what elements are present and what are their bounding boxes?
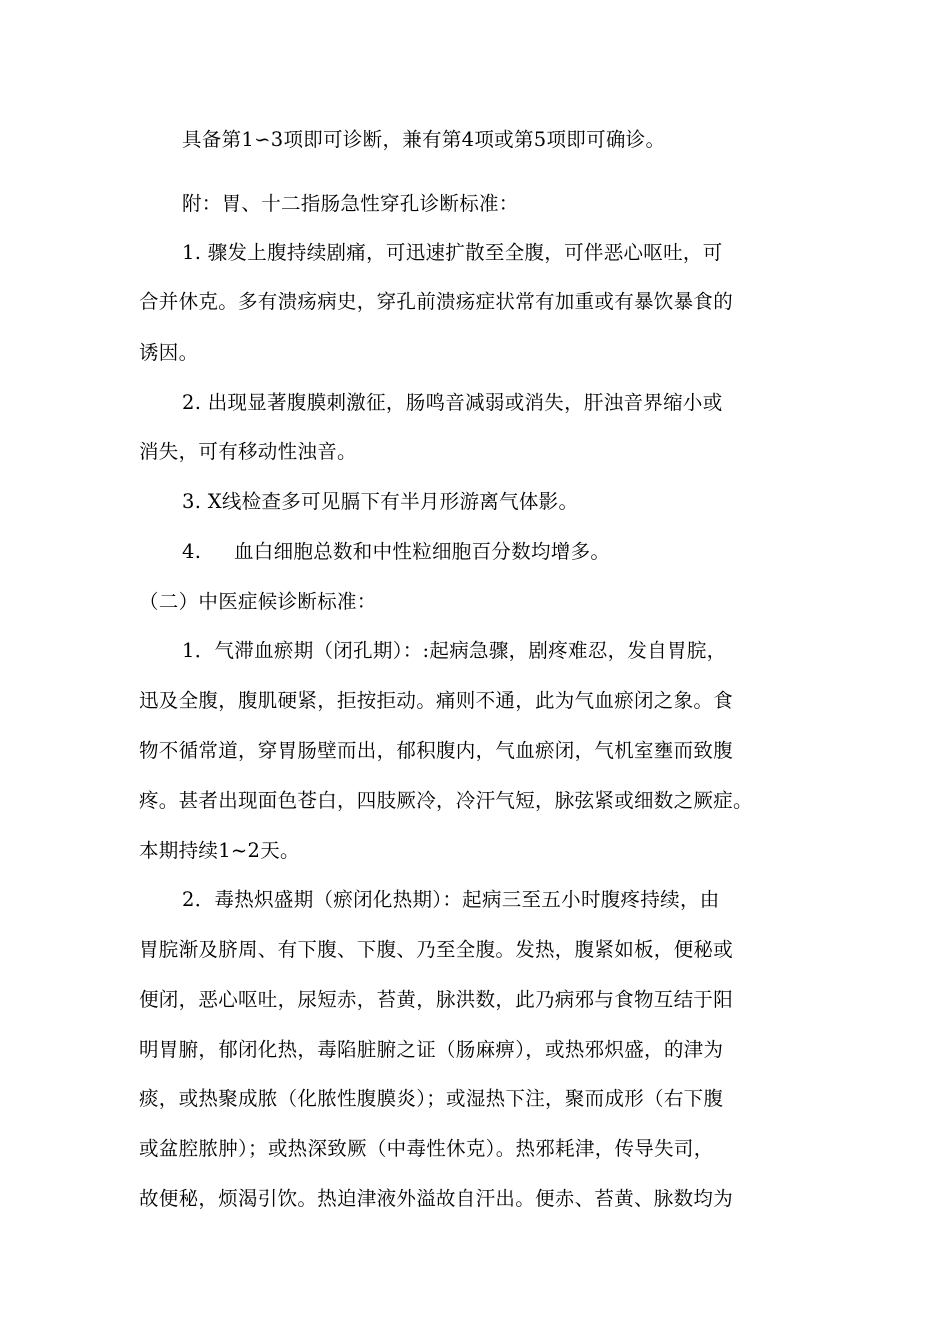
text-line: 便闭，恶心呕吐，尿短赤，苔黄，脉洪数，此乃病邪与食物互结于阳 — [139, 988, 734, 1011]
text-line: 诱因。 — [139, 341, 199, 364]
text-line: 附：胃、十二指肠急性穿孔诊断标准： — [182, 192, 519, 215]
text-line: 胃脘渐及脐周、有下腹、下腹、乃至全腹。发热，腹紧如板，便秘或 — [139, 938, 734, 961]
text-line: 合并休克。多有溃疡病史，穿孔前溃疡症状常有加重或有暴饮暴食的 — [139, 290, 734, 313]
text-line: 具备第1∽3项即可诊断，兼有第4项或第5项即可确诊。 — [182, 128, 666, 151]
text-line: 明胃腑，郁闭化热，毒陷脏腑之证（肠麻痹），或热邪炽盛，的津为 — [139, 1038, 724, 1061]
text-line: 物不循常道，穿胃肠壁而出，郁积腹内，气血瘀闭，气机室壅而致腹 — [139, 739, 734, 762]
text-line: 2. 出现显著腹膜刺激征，肠鸣音减弱或消失，肝浊音界缩小或 — [182, 391, 723, 414]
text-line: 痰，或热聚成脓（化脓性腹膜炎）；或湿热下注，聚而成形（右下腹 — [139, 1087, 724, 1110]
text-line: 1．气滞血瘀期（闭孔期）：:起病急骤，剧疼难忍，发自胃脘， — [182, 639, 727, 662]
text-line: 本期持续1~2天。 — [139, 839, 300, 862]
section-heading: （二）中医症候诊断标准： — [139, 590, 377, 613]
list-number: 4. — [182, 540, 202, 563]
text-line: 迅及全腹，腹肌硬紧，拒按拒动。痛则不通，此为气血瘀闭之象。食 — [139, 689, 734, 712]
text-line — [182, 540, 610, 564]
text-line: 2．毒热炽盛期（瘀闭化热期）：起病三至五小时腹疼持续，由 — [182, 888, 720, 911]
text-line: 疼。甚者出现面色苍白，四肢厥冷，冷汗气短，脉弦紧或细数之厥症。 — [139, 789, 753, 812]
text-line: 3. X线检查多可见膈下有半月形游离气体影。 — [182, 490, 579, 513]
text-line: 1. 骤发上腹持续剧痛，可迅速扩散至全腹，可伴恶心呕吐，可 — [182, 241, 723, 264]
list-item-text: 血白细胞总数和中性粒细胞百分数均增多。 — [234, 540, 611, 563]
text-line: 故便秘，烦渴引饮。热迫津液外溢故自汗出。便赤、苔黄、脉数均为 — [139, 1187, 734, 1210]
text-line: 或盆腔脓肿）；或热深致厥（中毒性休克）。热邪耗津，传导失司， — [139, 1137, 714, 1160]
text-line: 消失，可有移动性浊音。 — [139, 440, 357, 463]
